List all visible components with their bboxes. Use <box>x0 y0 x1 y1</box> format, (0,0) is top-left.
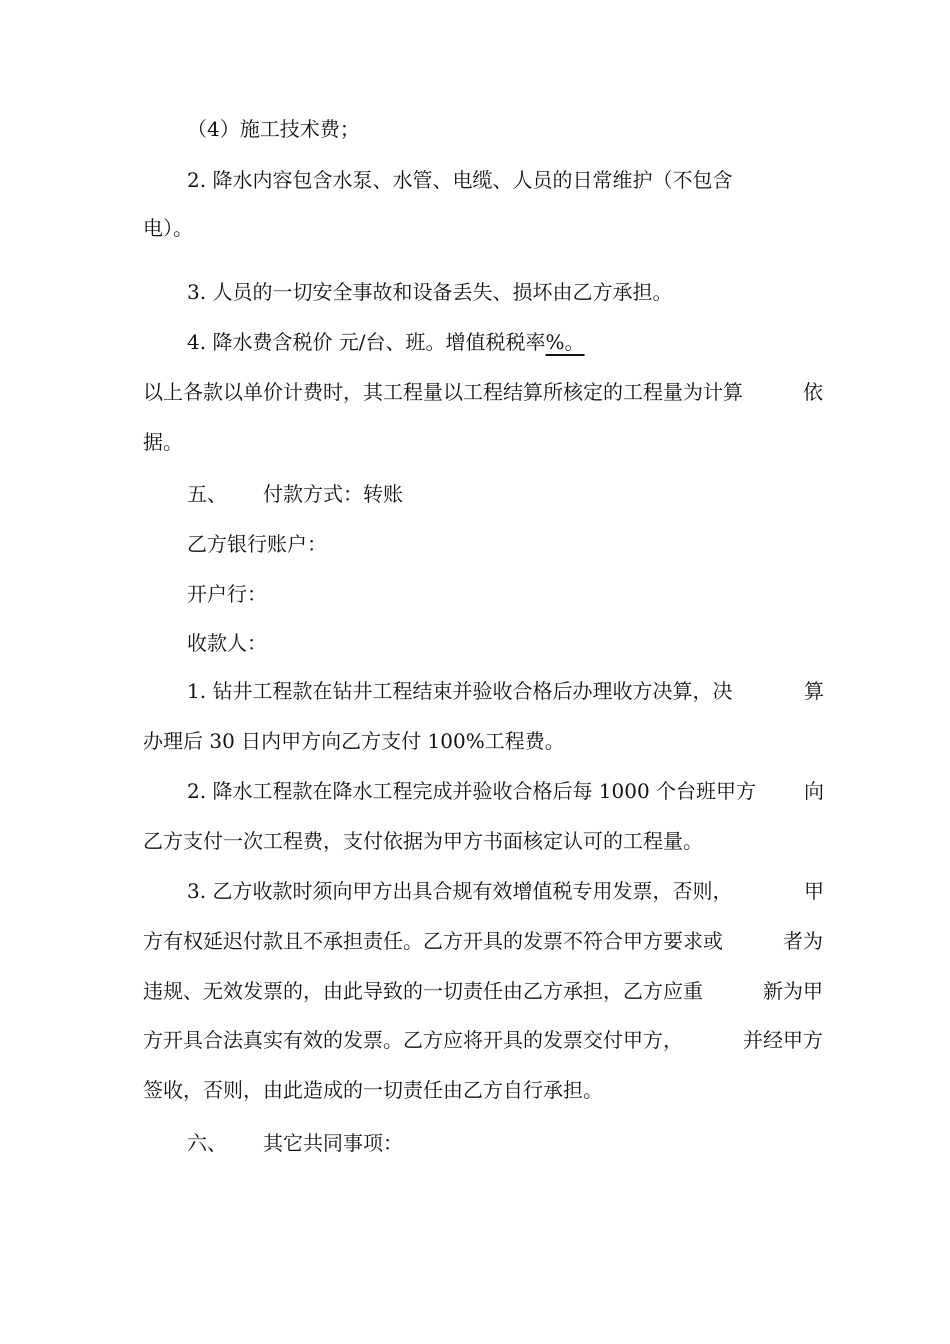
payment-clause-3-line-2-text: 方有权延迟付款且不承担责任。乙方开具的发票不符合甲方要求或 <box>143 929 723 953</box>
payment-clause-3-line-3-text: 违规、无效发票的，由此导致的一切责任由乙方承担，乙方应重 <box>143 979 703 1003</box>
unit-price-note-end: 依 <box>803 380 823 404</box>
payee-label: 收款人： <box>187 631 267 655</box>
payment-clause-2-end: 向 <box>804 779 824 803</box>
payment-clause-2-line-1 <box>187 779 824 803</box>
unit-price-note-line-1 <box>143 380 823 404</box>
clause-2-line-2: 电）。 <box>143 216 193 240</box>
section-5-number: 五、 <box>187 482 227 506</box>
payment-clause-3-line-4-text: 方开具合法真实有效的发票。乙方应将开具的发票交付甲方， <box>143 1028 683 1052</box>
payment-clause-3-line-4-end: 并经甲方 <box>743 1028 823 1052</box>
payment-clause-3-line-3 <box>143 979 823 1003</box>
clause-3: 3. 人员的一切安全事故和设备丢失、损坏由乙方承担。 <box>187 280 673 304</box>
tax-rate-blank: %。 <box>545 330 585 354</box>
clause-2-line-1: 2. 降水内容包含水泵、水管、电缆、人员的日常维护（不包含 <box>187 168 733 192</box>
section-5-title: 付款方式：转账 <box>263 482 403 506</box>
payment-clause-1-text: 1. 钻井工程款在钻井工程结束并验收合格后办理收方决算，决 <box>187 679 733 703</box>
section-6-heading <box>187 1131 403 1155</box>
unit-price-note-line-2: 据。 <box>143 430 183 454</box>
bank-account-label: 乙方银行账户： <box>187 532 327 556</box>
payment-clause-1-end: 算 <box>804 679 824 703</box>
payment-clause-3-line-5: 签收，否则，由此造成的一切责任由乙方自行承担。 <box>143 1078 603 1102</box>
payment-clause-3-text: 3. 乙方收款时须向甲方出具合规有效增值税专用发票，否则， <box>187 879 733 903</box>
section-6-number: 六、 <box>187 1131 227 1155</box>
payment-clause-1-line-2: 办理后 30 日内甲方向乙方支付 100%工程费。 <box>143 729 565 753</box>
payment-clause-2-text: 2. 降水工程款在降水工程完成并验收合格后每 1000 个台班甲方 <box>187 779 757 803</box>
payment-clause-2-line-2: 乙方支付一次工程费，支付依据为甲方书面核定认可的工程量。 <box>143 829 703 853</box>
unit-price-note-text: 以上各款以单价计费时，其工程量以工程结算所核定的工程量为计算 <box>143 380 743 404</box>
clause-4 <box>187 330 585 354</box>
payment-clause-3-line-2-end: 者为 <box>783 929 823 953</box>
payment-clause-3-line-3-end: 新为甲 <box>763 979 823 1003</box>
bank-name-label: 开户行： <box>187 582 267 606</box>
payment-clause-3-line-1 <box>187 879 824 903</box>
payment-clause-1-line-1 <box>187 679 824 703</box>
item-construction-tech-fee: （4）施工技术费； <box>187 117 360 141</box>
section-5-heading <box>187 482 403 506</box>
payment-clause-3-line-4 <box>143 1028 823 1052</box>
section-6-title: 其它共同事项： <box>263 1131 403 1155</box>
payment-clause-3-end: 甲 <box>804 879 824 903</box>
clause-4-text: 4. 降水费含税价 元/台、班。增值税税率 <box>187 330 546 354</box>
payment-clause-3-line-2 <box>143 929 823 953</box>
